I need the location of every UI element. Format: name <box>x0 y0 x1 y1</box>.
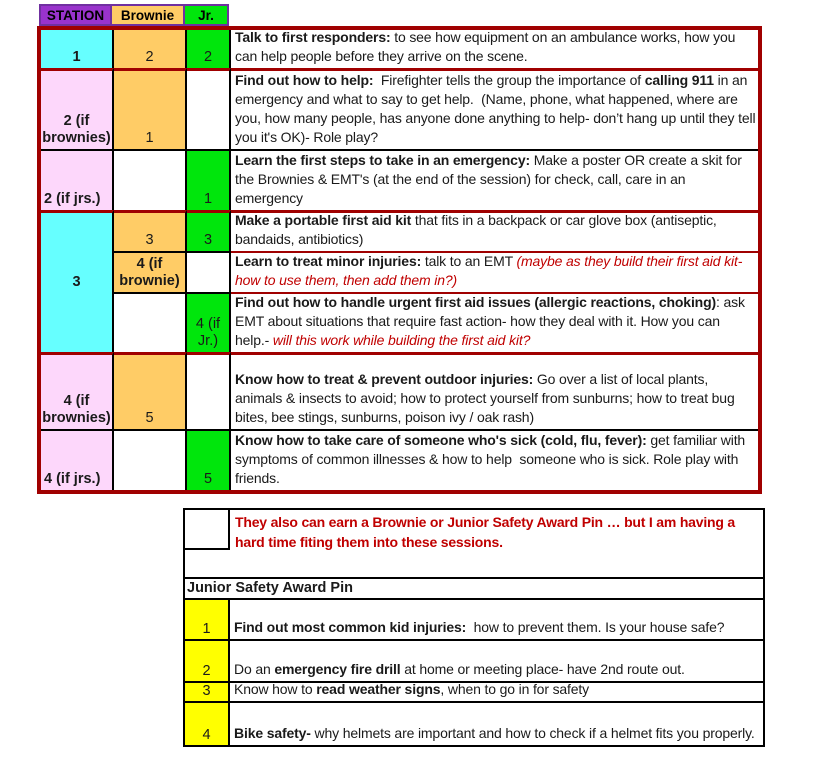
section-title: Junior Safety Award Pin <box>185 577 763 600</box>
pin-number-1: 1 <box>185 600 230 639</box>
activity-cell-4 <box>231 210 758 251</box>
empty-cell <box>185 510 230 550</box>
activity-cell-8 <box>231 429 758 490</box>
brownie-cell-4: 3 <box>114 210 187 251</box>
station-cell-4-merged: 3 <box>41 210 114 352</box>
brownie-cell-8 <box>114 429 187 490</box>
station-cell-1: 1 <box>41 30 114 68</box>
jr-cell-6: 4 (if Jr.) <box>187 292 231 352</box>
pin-activity-text-4: Bike safety- why helmets are important and how to check if a helmet fits you properly. <box>234 725 755 741</box>
station-cell-3: 2 (if jrs.) <box>41 149 114 210</box>
brownie-cell-1: 2 <box>114 30 187 68</box>
header-station: STATION <box>39 4 112 26</box>
jr-cell-5 <box>187 251 231 292</box>
pin-activity-cell-1 <box>230 600 763 639</box>
table-body <box>37 26 762 494</box>
header-spacer <box>229 4 762 26</box>
station-cell-7: 4 (if brownies) <box>41 352 114 429</box>
safety-award-pin-table <box>183 508 765 747</box>
brownie-cell-5: 4 (if brownie) <box>114 251 187 292</box>
station-cell-2: 2 (if brownies) <box>41 68 114 149</box>
spacer-row <box>185 550 763 577</box>
activity-text-3: Learn the first steps to take in an emergency: Make a poster OR create a skit for the Brownies & EMT's (at the end of the session) for check, call, care in an emergency <box>235 152 746 206</box>
brownie-cell-2: 1 <box>114 68 187 149</box>
activity-text-5: Learn to treat minor injuries: talk to an EMT (maybe as they build their first aid kit- how to use them, then add them in?) <box>235 253 746 288</box>
activity-text-2: Find out how to help: Firefighter tells the group the importance of calling 911 in an emergency and what to say to get help. (Name, phone, what happened, where are you, how many people, has anyone done anything to help- don’t hang up until they tell you it's OK)- Role play? <box>235 72 760 145</box>
activity-cell-3 <box>231 149 758 210</box>
activity-cell-2 <box>231 68 758 149</box>
pin-activity-text-1: Find out most common kid injuries: how to prevent them. Is your house safe? <box>234 619 725 635</box>
jr-cell-7 <box>187 352 231 429</box>
activity-cell-6 <box>231 292 758 352</box>
station-cell-8: 4 (if jrs.) <box>41 429 114 490</box>
header-brownie: Brownie <box>112 4 185 26</box>
activity-cell-7 <box>231 352 758 429</box>
note-cell <box>230 510 763 550</box>
pin-activity-cell-3 <box>230 681 763 701</box>
note-text: They also can earn a Brownie or Junior Safety Award Pin … but I am having a hard time fiting them into these sessions. <box>235 514 739 550</box>
jr-cell-1: 2 <box>187 30 231 68</box>
session-plan-table <box>37 4 762 494</box>
jr-cell-4: 3 <box>187 210 231 251</box>
jr-cell-8: 5 <box>187 429 231 490</box>
pin-number-2: 2 <box>185 639 230 681</box>
pin-activity-text-2: Do an emergency fire drill at home or meeting place- have 2nd route out. <box>234 661 685 677</box>
jr-cell-3: 1 <box>187 149 231 210</box>
pin-activity-text-3: Know how to read weather signs, when to go in for safety <box>234 681 590 697</box>
activity-text-6: Find out how to handle urgent first aid issues (allergic reactions, choking): ask EMT about situations that require fast action- how they deal with it. How you can help.- will this work while building the first aid kit? <box>235 294 749 348</box>
activity-cell-1 <box>231 30 758 68</box>
brownie-cell-7: 5 <box>114 352 187 429</box>
activity-text-8: Know how to take care of someone who's sick (cold, flu, fever): get familiar with symptoms of common illnesses & how to help someone who is sick. Role play with friends. <box>235 432 749 486</box>
pin-number-3: 3 <box>185 681 230 701</box>
header-jr: Jr. <box>185 4 229 26</box>
pin-activity-cell-2 <box>230 639 763 681</box>
activity-text-7: Know how to treat & prevent outdoor injuries: Go over a list of local plants, animals & insects to avoid; how to protect yourself from sunburns; how to treat bug bites, bee stings, sunburns, poison ivy / oak rash) <box>235 371 739 425</box>
pin-activity-cell-4 <box>230 701 763 745</box>
activity-text-4: Make a portable first aid kit that fits in a backpack or car glove box (antiseptic, bandaids, antibiotics) <box>235 212 721 247</box>
table-header-row <box>39 4 762 26</box>
brownie-cell-3 <box>114 149 187 210</box>
brownie-cell-6 <box>114 292 187 352</box>
activity-cell-5 <box>231 251 758 292</box>
jr-cell-2 <box>187 68 231 149</box>
activity-text-1: Talk to first responders: to see how equipment on an ambulance works, how you can help people before they arrive on the scene. <box>235 29 739 64</box>
pin-number-4: 4 <box>185 701 230 745</box>
